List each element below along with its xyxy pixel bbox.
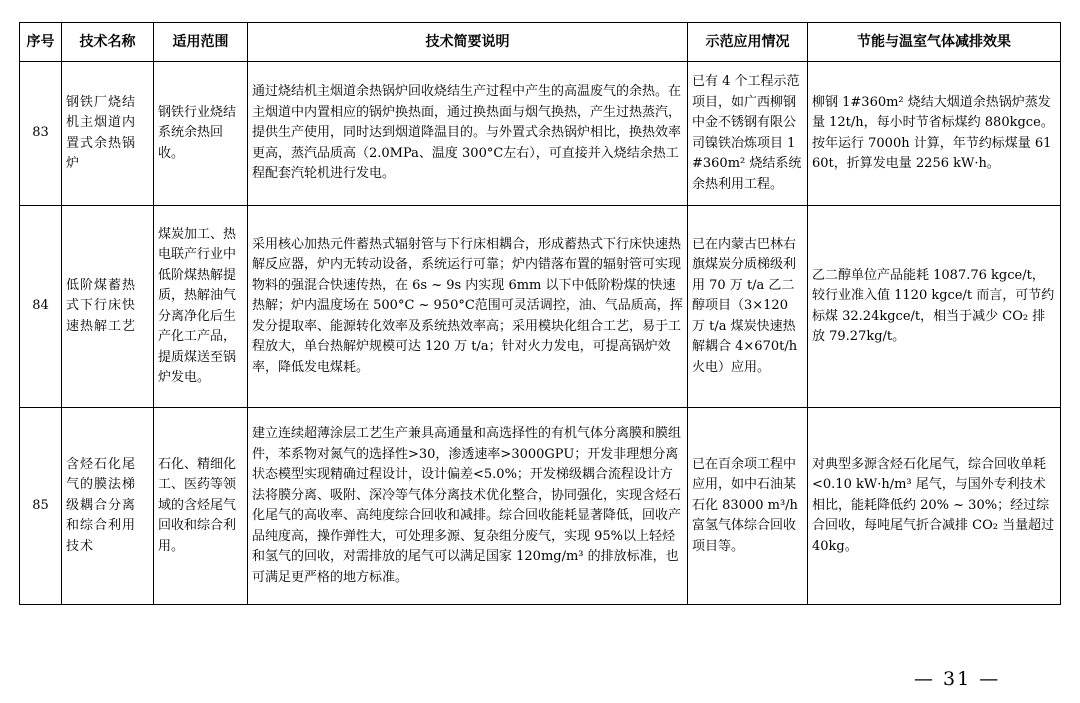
header-scope: 适用范围 [154,23,248,62]
tech-name: 低阶煤蓄热式下行床快速热解工艺 [62,206,154,408]
demo-application: 已有 4 个工程示范项目，如广西柳钢中金不锈钢有限公司镍铁冶炼项目 1#360m² 烧结系统余热利用工程。 [688,62,808,206]
energy-effect: 对典型多源含烃石化尾气，综合回收单耗<0.10 kW·h/m³ 尾气，与国外专利技术相比，能耗降低约 20% ~ 30%；经过综合回收，每吨尾气折合减排 CO₂ 当量超过 40kg。 [808,408,1061,605]
tech-scope: 石化、精细化工、医药等领域的含烃尾气回收和综合利用。 [154,408,248,605]
table-row [20,62,1061,206]
header-no: 序号 [20,23,62,62]
row-number: 83 [20,62,62,206]
header-name: 技术名称 [62,23,154,62]
tech-description: 采用核心加热元件蓄热式辐射管与下行床相耦合，形成蓄热式下行床快速热解反应器，炉内无转动设备，系统运行可靠；炉内错落布置的辐射管可实现物料的强混合快速传热，在 6s ~ 9s 内实现 6mm 以下中低阶粉煤的快速热解；炉内温度场在 500°C ~ 950°C范围可灵活调控，油、气品质高，挥发分提取率、能源转化效率及系统热效率高；采用模块化组合工艺，易于工程放大，单台热解炉规模可达 120 万 t/a；针对火力发电，可提高锅炉效率，降低发电煤耗。 [248,206,688,408]
tech-scope: 钢铁行业烧结系统余热回收。 [154,62,248,206]
tech-name: 含烃石化尾气的膜法梯级耦合分离和综合利用技术 [62,408,154,605]
energy-effect: 乙二醇单位产品能耗 1087.76 kgce/t，较行业准入值 1120 kgce/t 而言，可节约标煤 32.24kgce/t，相当于减少 CO₂ 排放 79.27kg/t。 [808,206,1061,408]
tech-scope: 煤炭加工、热电联产行业中低阶煤热解提质，热解油气分离净化后生产化工产品，提质煤送至锅炉发电。 [154,206,248,408]
header-effect: 节能与温室气体减排效果 [808,23,1061,62]
tech-description: 通过烧结机主烟道余热锅炉回收烧结生产过程中产生的高温废气的余热。在主烟道中内置相应的锅炉换热面，通过换热面与烟气换热，产生过热蒸汽，提供生产使用，同时达到烟道降温目的。与外置式余热锅炉相比，换热效率更高，蒸汽品质高（2.0MPa、温度 300°C左右），可直接并入烧结余热工程配套汽轮机进行发电。 [248,62,688,206]
table-row [20,408,1061,605]
tech-name: 钢铁厂烧结机主烟道内置式余热锅炉 [62,62,154,206]
table-header-row [20,23,1061,62]
page-number: — 31 — [914,668,1001,690]
header-desc: 技术简要说明 [248,23,688,62]
energy-effect: 柳钢 1#360m² 烧结大烟道余热锅炉蒸发量 12t/h，每小时节省标煤约 880kgce。按年运行 7000h 计算，年节约标煤量 6160t，折算发电量 2256 kW·h。 [808,62,1061,206]
tech-description: 建立连续超薄涂层工艺生产兼具高通量和高选择性的有机气体分离膜和膜组件，苯系物对氮气的选择性>30，渗透速率>3000GPU；开发非理想分离状态模型实现精确过程设计，设计偏差<5.0%；开发梯级耦合流程设计方法将膜分离、吸附、深冷等气体分离技术优化整合，协同强化，实现含烃石化尾气的高收率、高纯度综合回收和减排。综合回收能耗显著降低，回收产品纯度高，操作弹性大，可处理多源、复杂组分废气，实现 95%以上轻烃和氢气的回收，对需排放的尾气可以满足国家 120mg/m³ 的排放标准，也可满足更严格的地方标准。 [248,408,688,605]
row-number: 85 [20,408,62,605]
row-number: 84 [20,206,62,408]
technology-table [19,22,1061,605]
demo-application: 已在内蒙古巴林右旗煤炭分质梯级利用 70 万 t/a 乙二醇项目（3×120 万 t/a 煤炭快速热解耦合 4×670t/h 火电）应用。 [688,206,808,408]
table-row [20,206,1061,408]
header-demo: 示范应用情况 [688,23,808,62]
demo-application: 已在百余项工程中应用，如中石油某石化 83000 m³/h 富氢气体综合回收项目等。 [688,408,808,605]
